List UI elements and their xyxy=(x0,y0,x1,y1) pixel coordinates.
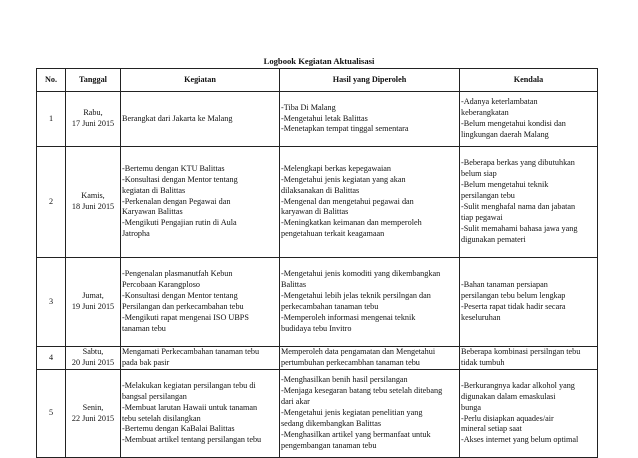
cell-line: kegiatan di Balittas xyxy=(122,185,186,195)
cell-kegiatan xyxy=(121,370,280,458)
cell-no: 3 xyxy=(37,258,66,347)
cell-no: 4 xyxy=(37,347,66,370)
cell-line: pada bak pasir xyxy=(122,358,170,367)
cell-line: dilaksanakan di Balittas xyxy=(281,185,360,195)
cell-kendala xyxy=(460,147,598,258)
cell-line: sedang dikembangkan Balittas xyxy=(281,418,382,428)
cell-line: -Konsultasi dengan Mentor tentang xyxy=(122,291,238,301)
cell-line: Percobaan Karangploso xyxy=(122,280,200,290)
cell-line: -Melakukan kegiatan persilangan tebu di xyxy=(122,380,256,390)
header-kegiatan: Kegiatan xyxy=(121,69,280,92)
cell-line: -Mengenal dan mengetahui pegawai dan xyxy=(281,196,414,206)
cell-line: tebu setelah disilangkan xyxy=(122,413,201,423)
cell-hasil xyxy=(280,258,460,347)
cell-line: Balittas xyxy=(281,280,307,290)
cell-line: 20 Juni 2015 xyxy=(71,358,115,367)
cell-line: -Peserta rapat tidak hadir secara xyxy=(461,302,566,311)
cell-kegiatan xyxy=(121,92,280,147)
cell-line: Jatropha xyxy=(122,229,150,239)
cell-line: -Mengetahui jenis kegiatan penelitian yang xyxy=(281,408,423,418)
cell-line: tidak tumbuh xyxy=(461,358,505,367)
cell-no: 2 xyxy=(37,147,66,258)
cell-tanggal xyxy=(66,147,121,258)
cell-hasil xyxy=(280,347,460,370)
cell-line: -Membuat artikel tentang persilangan tebu xyxy=(122,435,262,445)
cell-line: digunakan dalam emaskulasi xyxy=(461,391,556,401)
cell-line: Senin, xyxy=(82,402,104,412)
cell-line: -Sulit memahami bahasa jawa yang xyxy=(461,223,578,233)
cell-line: 18 Juni 2015 xyxy=(71,202,115,211)
cell-line: Sabtu, xyxy=(82,347,104,357)
cell-line: dari akar xyxy=(281,397,310,407)
cell-line: belum siap xyxy=(461,169,497,179)
cell-line: -Beberapa berkas yang dibutuhkan xyxy=(461,158,575,168)
cell-line: keberangkatan xyxy=(461,108,509,118)
cell-line: -Meningkatkan keimanan dan memperoleh xyxy=(281,218,422,228)
cell-line: Jumat, xyxy=(82,291,104,301)
cell-line: -Memperoleh informasi mengenai teknik xyxy=(281,312,416,322)
cell-line: -Mengetahui letak Balittas xyxy=(281,113,368,123)
cell-line: -Melengkapi berkas kepegawaian xyxy=(281,163,392,173)
cell-line: -Belum mengetahui teknik xyxy=(461,180,549,190)
table-row xyxy=(37,258,598,347)
table-row xyxy=(37,347,598,370)
cell-line: bunga xyxy=(461,402,482,412)
logbook-table xyxy=(36,68,598,458)
cell-line: tiap pegawai xyxy=(461,212,503,222)
cell-line: -Mengetahui jenis komoditi yang dikembangkan xyxy=(281,269,441,279)
cell-line: -Mengikuti Pengajian rutin di Aula xyxy=(122,218,237,228)
cell-line: -Bertemu dengan KTU Balittas xyxy=(122,163,225,173)
table-header-row xyxy=(37,69,598,92)
cell-no: 5 xyxy=(37,370,66,458)
cell-line: pengetahuan terkait keagamaan xyxy=(281,229,385,239)
cell-line: tanaman tebu xyxy=(122,323,166,333)
cell-line: mineral setiap saat xyxy=(461,424,522,434)
cell-line: Beberapa kombinasi persilngan tebu xyxy=(461,347,581,357)
cell-line: Kamis, xyxy=(81,191,105,201)
cell-line: 17 Juni 2015 xyxy=(71,119,115,128)
cell-line: -Perkenalan dengan Pegawai dan xyxy=(122,196,231,206)
cell-line: Memperoleh data pengamatan dan Mengetahui xyxy=(281,347,436,357)
cell-line: -Konsultasi dengan Mentor tentang xyxy=(122,174,238,184)
cell-kegiatan xyxy=(121,258,280,347)
cell-kendala xyxy=(460,258,598,347)
cell-line: perkecambahan tanaman tebu xyxy=(281,302,379,311)
cell-hasil xyxy=(280,147,460,258)
cell-line: -Pengenalan plasmanutfah Kebun xyxy=(122,269,233,279)
cell-line: -Tiba Di Malang xyxy=(281,102,336,112)
cell-line: pertumbuhan perkecambhan tanaman tebu xyxy=(281,358,420,367)
cell-tanggal xyxy=(66,258,121,347)
cell-hasil xyxy=(280,370,460,458)
cell-line: -Adanya keterlambatan xyxy=(461,97,538,107)
cell-line: budidaya tebu Invitro xyxy=(281,323,352,333)
cell-line: -Mengikuti rapat mengenai ISO UBPS xyxy=(122,312,249,322)
cell-line: Mengamati Perkecambahan tanaman tebu xyxy=(122,347,260,357)
cell-kendala xyxy=(460,92,598,147)
cell-line: -Menghasilkan benih hasil persilangan xyxy=(281,375,408,385)
cell-line: keseluruhan xyxy=(461,312,501,322)
cell-line: persilangan tebu xyxy=(461,191,515,201)
cell-line: -Menjaga kesegaran batang tebu setelah ditebang xyxy=(281,386,443,396)
cell-line: -Bertemu dengan KaBalai Balittas xyxy=(122,424,235,434)
cell-line: persilangan tebu belum lengkap xyxy=(461,291,566,301)
cell-kendala xyxy=(460,347,598,370)
cell-line: -Akses internet yang belum optimal xyxy=(461,435,579,445)
table-row xyxy=(37,92,598,147)
cell-line: -Menetapkan tempat tinggal sementara xyxy=(281,124,409,134)
cell-line: -Perlu disiapkan aquades/air xyxy=(461,413,554,423)
cell-line: -Berkurangnya kadar alkohol yang xyxy=(461,380,575,390)
table-row xyxy=(37,147,598,258)
header-hasil: Hasil yang Diperoleh xyxy=(280,69,460,92)
cell-line: Berangkat dari Jakarta ke Malang xyxy=(122,113,233,123)
cell-line: -Membuat larutan Hawaii untuk tanaman xyxy=(122,402,258,412)
cell-line: -Sulit menghafal nama dan jabatan xyxy=(461,202,576,211)
cell-line: Persilangan dan perkecambahan tebu xyxy=(122,302,244,311)
cell-line: 22 Juni 2015 xyxy=(71,413,115,423)
cell-line: -Mengetahui jenis kegiatan yang akan xyxy=(281,174,406,184)
cell-line: karyawan di Balittas xyxy=(281,207,349,217)
table-row xyxy=(37,370,598,458)
cell-kendala xyxy=(460,370,598,458)
cell-line: -Belum mengetahui kondisi dan xyxy=(461,119,566,128)
cell-line: pengembangan tanaman tebu xyxy=(281,440,377,450)
cell-kegiatan xyxy=(121,347,280,370)
cell-line: Karyawan Balittas xyxy=(122,207,183,217)
document-title: Logbook Kegiatan Aktualisasi xyxy=(263,56,375,66)
cell-line: digunakan pemateri xyxy=(461,234,526,244)
cell-line: bangsal persilangan xyxy=(122,391,187,401)
cell-line: 19 Juni 2015 xyxy=(71,302,115,311)
cell-line: Rabu, xyxy=(83,108,103,118)
header-no: No. xyxy=(37,69,66,92)
cell-tanggal xyxy=(66,347,121,370)
cell-hasil xyxy=(280,92,460,147)
header-kendala: Kendala xyxy=(460,69,598,92)
cell-no: 1 xyxy=(37,92,66,147)
cell-line: -Menghasilkan artikel yang bermanfaat untuk xyxy=(281,429,431,439)
header-tanggal: Tanggal xyxy=(66,69,121,92)
cell-kegiatan xyxy=(121,147,280,258)
cell-tanggal xyxy=(66,370,121,458)
cell-line: lingkungan daerah Malang xyxy=(461,129,549,139)
cell-line: -Bahan tanaman persiapan xyxy=(461,280,548,290)
cell-line: -Mengetahui lebih jelas teknik persilngan dan xyxy=(281,291,431,301)
cell-tanggal xyxy=(66,92,121,147)
